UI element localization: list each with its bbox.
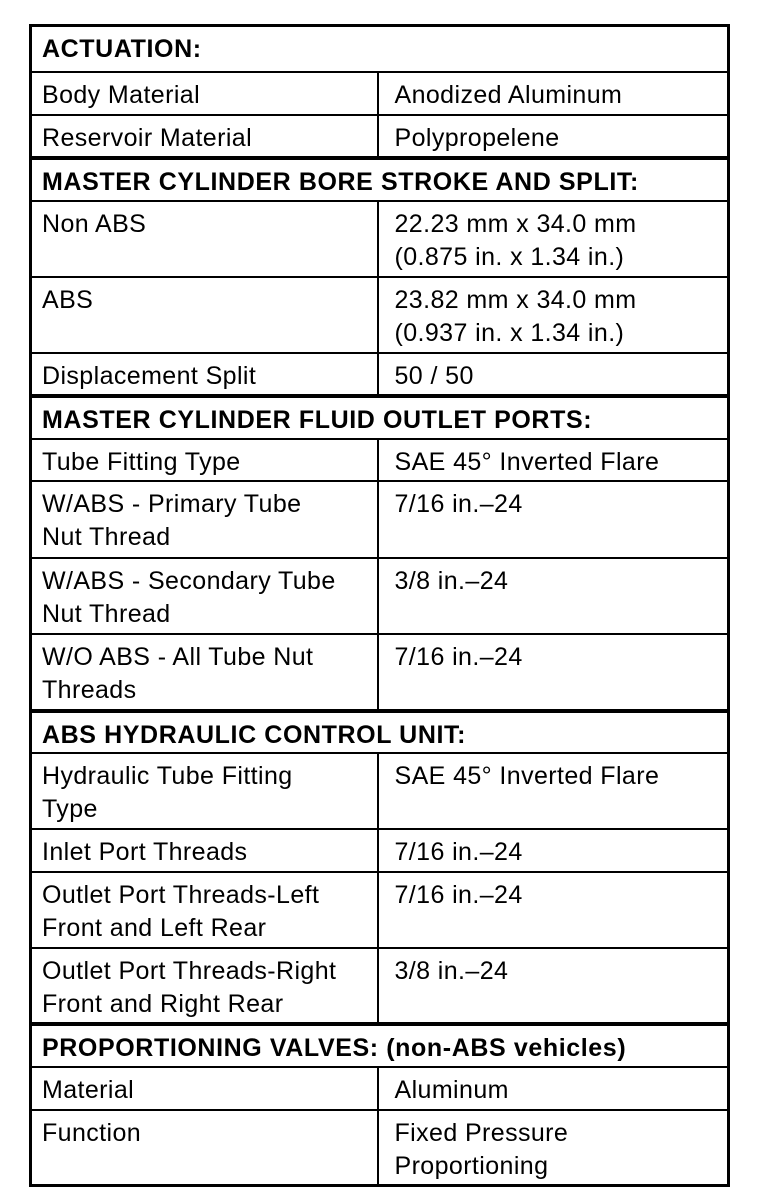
spec-value-line: 23.82 mm x 34.0 mm: [394, 285, 637, 314]
spec-value: [378, 201, 729, 277]
spec-value: [378, 72, 729, 115]
spec-value-line: 7/16 in.–24: [394, 880, 523, 909]
spec-value: [378, 439, 729, 481]
section-heading-row: [31, 1024, 729, 1067]
spec-value: [378, 481, 729, 558]
section-heading: MASTER CYLINDER BORE STROKE AND SPLIT:: [31, 158, 729, 201]
table-row: [31, 634, 729, 711]
spec-label-line: Outlet Port Threads-Right: [42, 956, 337, 985]
spec-table: [29, 24, 730, 1187]
spec-value: [378, 1067, 729, 1110]
spec-label: [31, 1110, 378, 1186]
spec-value: [378, 872, 729, 948]
section-heading: MASTER CYLINDER FLUID OUTLET PORTS:: [31, 396, 729, 439]
spec-label-line: Type: [42, 794, 98, 823]
spec-value-line: Anodized Aluminum: [394, 80, 623, 109]
spec-label-line: Function: [42, 1118, 142, 1147]
spec-label-line: Body Material: [42, 80, 201, 109]
spec-value-line: 7/16 in.–24: [394, 642, 523, 671]
spec-value: [378, 353, 729, 396]
spec-value-line: 22.23 mm x 34.0 mm: [394, 209, 637, 238]
spec-label-line: Displacement Split: [42, 361, 257, 390]
spec-value: [378, 753, 729, 829]
spec-label-line: Material: [42, 1075, 135, 1104]
spec-value: [378, 558, 729, 634]
spec-label: [31, 481, 378, 558]
spec-label-line: Non ABS: [42, 209, 147, 238]
table-row: [31, 201, 729, 277]
spec-label: [31, 439, 378, 481]
table-row: [31, 1067, 729, 1110]
spec-label: [31, 829, 378, 872]
spec-value: [378, 948, 729, 1024]
spec-label-line: ABS: [42, 285, 94, 314]
table-row: [31, 277, 729, 353]
spec-label-line: W/ABS - Secondary Tube: [42, 566, 336, 595]
table-row: [31, 1110, 729, 1186]
section-heading: ACTUATION:: [31, 26, 729, 72]
spec-label-line: Threads: [42, 675, 137, 704]
spec-label-line: W/ABS - Primary Tube: [42, 489, 302, 518]
spec-label: [31, 753, 378, 829]
spec-label-line: Outlet Port Threads-Left: [42, 880, 320, 909]
section-heading-row: [31, 26, 729, 72]
spec-label: [31, 948, 378, 1024]
spec-value-line: SAE 45° Inverted Flare: [394, 761, 660, 790]
section-heading-row: [31, 396, 729, 439]
spec-value: [378, 634, 729, 711]
spec-label: [31, 353, 378, 396]
spec-value-line: 3/8 in.–24: [394, 566, 509, 595]
spec-value: [378, 115, 729, 158]
spec-value-line: (0.937 in. x 1.34 in.): [394, 318, 625, 347]
spec-value-line: SAE 45° Inverted Flare: [394, 447, 660, 476]
spec-value-line: Proportioning: [394, 1151, 549, 1180]
spec-value-line: (0.875 in. x 1.34 in.): [394, 242, 625, 271]
spec-label-line: W/O ABS - All Tube Nut: [42, 642, 314, 671]
spec-label-line: Reservoir Material: [42, 123, 253, 152]
spec-label: [31, 1067, 378, 1110]
table-row: [31, 353, 729, 396]
spec-label-line: Front and Right Rear: [42, 989, 284, 1018]
spec-value-line: 7/16 in.–24: [394, 837, 523, 866]
table-row: [31, 115, 729, 158]
spec-label-line: Nut Thread: [42, 599, 171, 628]
section-heading-row: [31, 711, 729, 753]
section-heading-row: [31, 158, 729, 201]
section-heading: PROPORTIONING VALVES: (non-ABS vehicles): [31, 1024, 729, 1067]
spec-label: [31, 558, 378, 634]
spec-label: [31, 72, 378, 115]
spec-label: [31, 277, 378, 353]
spec-value-line: 50 / 50: [394, 361, 474, 390]
spec-label-line: Front and Left Rear: [42, 913, 267, 942]
spec-label: [31, 115, 378, 158]
table-row: [31, 753, 729, 829]
spec-label-line: Inlet Port Threads: [42, 837, 248, 866]
table-row: [31, 872, 729, 948]
table-row: [31, 439, 729, 481]
spec-value: [378, 829, 729, 872]
spec-value: [378, 1110, 729, 1186]
spec-label: [31, 201, 378, 277]
spec-value-line: 7/16 in.–24: [394, 489, 523, 518]
spec-value-line: 3/8 in.–24: [394, 956, 509, 985]
table-row: [31, 481, 729, 558]
spec-value-line: Fixed Pressure: [394, 1118, 569, 1147]
table-row: [31, 948, 729, 1024]
spec-label-line: Tube Fitting Type: [42, 447, 241, 476]
spec-label-line: Hydraulic Tube Fitting: [42, 761, 293, 790]
spec-label: [31, 872, 378, 948]
spec-label: [31, 634, 378, 711]
table-row: [31, 829, 729, 872]
section-heading: ABS HYDRAULIC CONTROL UNIT:: [31, 711, 729, 753]
spec-value-line: Polypropelene: [394, 123, 560, 152]
spec-table-body: [31, 26, 729, 1186]
spec-label-line: Nut Thread: [42, 522, 171, 551]
spec-value: [378, 277, 729, 353]
table-row: [31, 558, 729, 634]
spec-value-line: Aluminum: [394, 1075, 509, 1104]
table-row: [31, 72, 729, 115]
